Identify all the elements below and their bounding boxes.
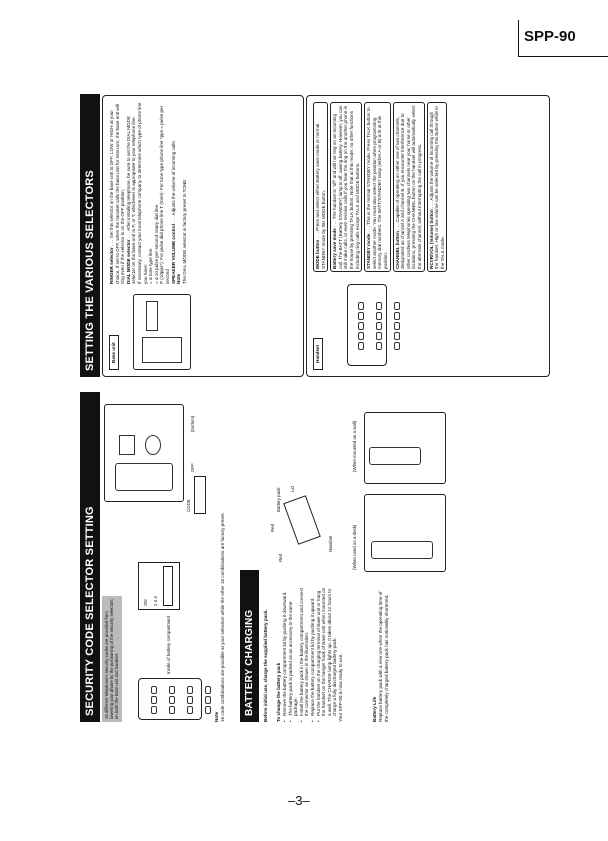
base-cradle bbox=[115, 463, 173, 491]
wall-handset bbox=[369, 447, 421, 465]
header-rule-vertical bbox=[518, 20, 519, 56]
base-unit-label: Base unit bbox=[109, 335, 119, 370]
security-note-title: Note bbox=[214, 711, 219, 722]
dip-switch bbox=[163, 566, 173, 606]
wall-label: (When mounted on a wall) bbox=[352, 420, 357, 472]
base-item-note: Note The DIAL MODE selector is factory preset to TONE. bbox=[176, 178, 187, 284]
base-unit-section bbox=[102, 95, 304, 377]
code-off-label: OFF bbox=[190, 463, 195, 472]
page-number: –3– bbox=[288, 793, 310, 808]
handset-item: Battery save mode . . . The handset is "off" and will not ring on an incoming call. The BATT (Battery STANDBY) lamp is off, saving battery. However, you can still make calls, or even receive calls if you hear the ring on the another phone in the house by pressing TALK button. Note that at this mode, no other functions including ring calls except TALK and MODE buttons. bbox=[330, 102, 362, 272]
desk-handset bbox=[371, 541, 433, 559]
selectors-title: SETTING THE VARIOUS SELECTORS bbox=[80, 94, 100, 377]
battery-life-title: Battery Life bbox=[372, 696, 377, 722]
base-unit-slot bbox=[142, 337, 182, 363]
handset-section bbox=[306, 95, 550, 377]
battery-pack-label: Battery pack bbox=[276, 487, 281, 512]
bottom-label: (bottom) bbox=[190, 415, 195, 432]
battery-bullets bbox=[282, 584, 344, 722]
battery-ready-text: Your SPP-90 is now ready to use. bbox=[337, 653, 343, 722]
handset-item: RCVR/VOL (Volume) button . . . Adjusts the volume of incoming call through the handset. High or low volume can be selected by pressing this button while in the TALK mode. bbox=[427, 102, 448, 272]
desk-charging-illustration bbox=[364, 494, 446, 572]
red-label-2: Red bbox=[270, 523, 275, 532]
code-label: CODE bbox=[186, 499, 191, 512]
desk-label: (When used on a desk) bbox=[352, 524, 357, 570]
handset-label-box: Handset bbox=[313, 338, 323, 370]
left-panel bbox=[80, 392, 550, 722]
landscape-content bbox=[80, 94, 550, 722]
security-shaded-text: 16 different telephone's security codes are provided from lowering your phone by the positioning of the security selectors on both the base unit and handset. bbox=[102, 596, 122, 722]
base-speaker bbox=[145, 435, 161, 455]
handset-drawing bbox=[347, 284, 387, 366]
change-pack-title: To change the battery pack bbox=[276, 662, 281, 722]
handset-item: STANDBY mode . . . This is the normal STANDBY mode. Press TALK button to select another mode. You must also select the position when programming memory dial numbers. The BATT/STANDBY lamp (either A or B) is lit at this position. bbox=[364, 102, 390, 272]
model-number: SPP-90 bbox=[524, 28, 576, 45]
base-item: SPEAKER VOLUME control . . . Adjusts the volume of incoming calls. bbox=[170, 140, 176, 284]
base-item: DIAL MODE selector . . . After installing telephone, be sure to set the DIAL MODE selector on the base unit to P, or T, whichever is appropriate to your telephone line. bbox=[125, 115, 137, 284]
battery-bullet: • Install the battery pack in the battery compartment and connect the connector as shown in the illustration. bbox=[299, 584, 310, 722]
base-switch-window bbox=[119, 435, 135, 455]
base-item: = a 10 pulse per second rotary dial line. bbox=[153, 203, 159, 284]
wall-charging-illustration bbox=[364, 412, 446, 484]
base-code-switch bbox=[194, 476, 206, 514]
lid-label: Lid bbox=[290, 486, 295, 492]
code-values-label: 2 3 4 bbox=[153, 596, 158, 606]
base-unit-drawing bbox=[133, 294, 191, 370]
handset-illustration bbox=[138, 678, 202, 720]
battery-intro: Before initial use, charge the supplied battery pack. bbox=[263, 609, 268, 722]
code-switch-detail bbox=[138, 562, 180, 610]
base-item: If necessary, contact your local telephone company to determine which type of phone line you have: bbox=[136, 102, 148, 284]
base-item: RINGER selector . . . Set this selector on the base unit to OFF, LOW or HIGH at your choice. If set to OFF, when the handset calls the base unit for intercom, the base unit will ring even if the selector is on the OFF position. bbox=[109, 104, 126, 284]
handset-item: CHANNEL button . . . Capable of operating on either one of two channels, designated as channel A and channel B. If you encounter interference due to other cordless telephones operating two channels near your home or other locations, pressing the CHANNEL button on the handset will automatically select the alternate channel, without interrupting the call in progress. bbox=[393, 102, 425, 272]
base-unit-illustration bbox=[104, 404, 184, 502]
base-selector-panel bbox=[146, 301, 158, 331]
battery-bullet: • Replace the battery compartment lid by pushing it upward. bbox=[310, 584, 316, 722]
inside-compartment-label: Inside of battery compartment bbox=[166, 615, 171, 674]
security-title: SECURITY CODE SELECTOR SETTING bbox=[80, 392, 100, 722]
handset-items bbox=[313, 102, 447, 272]
header-rule-horizontal bbox=[518, 56, 608, 57]
battery-pack-shape bbox=[283, 495, 321, 545]
battery-pack-illustration bbox=[270, 472, 340, 562]
battery-bullet: • The battery pack is packed as an accessory in the same package. bbox=[288, 584, 299, 722]
right-panel bbox=[80, 94, 550, 377]
battery-title: BATTERY CHARGING bbox=[240, 570, 259, 722]
battery-bullet: • Remove the battery compartment lid by pushing it downward. bbox=[282, 584, 288, 722]
battery-bullet: • Put the handset on the charging terminal of Base unit or hang the handset on the hanger hook of Base unit when mounted on a wall. The CHARGE lamp lights up. It takes about 12 hours to charge a fully discharged battery pack. bbox=[316, 584, 338, 722]
red-label: Red bbox=[278, 553, 283, 562]
battery-life-text: Replace battery pack with a new one when the operating time of the completely charged battery pack has noticeably shortened. bbox=[378, 591, 389, 722]
base-item: = a tone type line. bbox=[148, 247, 154, 284]
security-note-text: 16 code combinations are possible at your selection while the other 16 combinations are factory preset. bbox=[220, 512, 225, 722]
handset-item: MODE button . . . Press and select either Battery save mode or normal STANDBY mode by this MODE button. bbox=[313, 102, 328, 272]
handset-label: Handset bbox=[328, 535, 333, 552]
base-items bbox=[109, 102, 187, 284]
base-item: P (10pps*): For pulse dial phone line T (tone): For tone type phone line *pps = pulse per second bbox=[159, 105, 170, 284]
code-on-label: ON bbox=[143, 599, 148, 606]
